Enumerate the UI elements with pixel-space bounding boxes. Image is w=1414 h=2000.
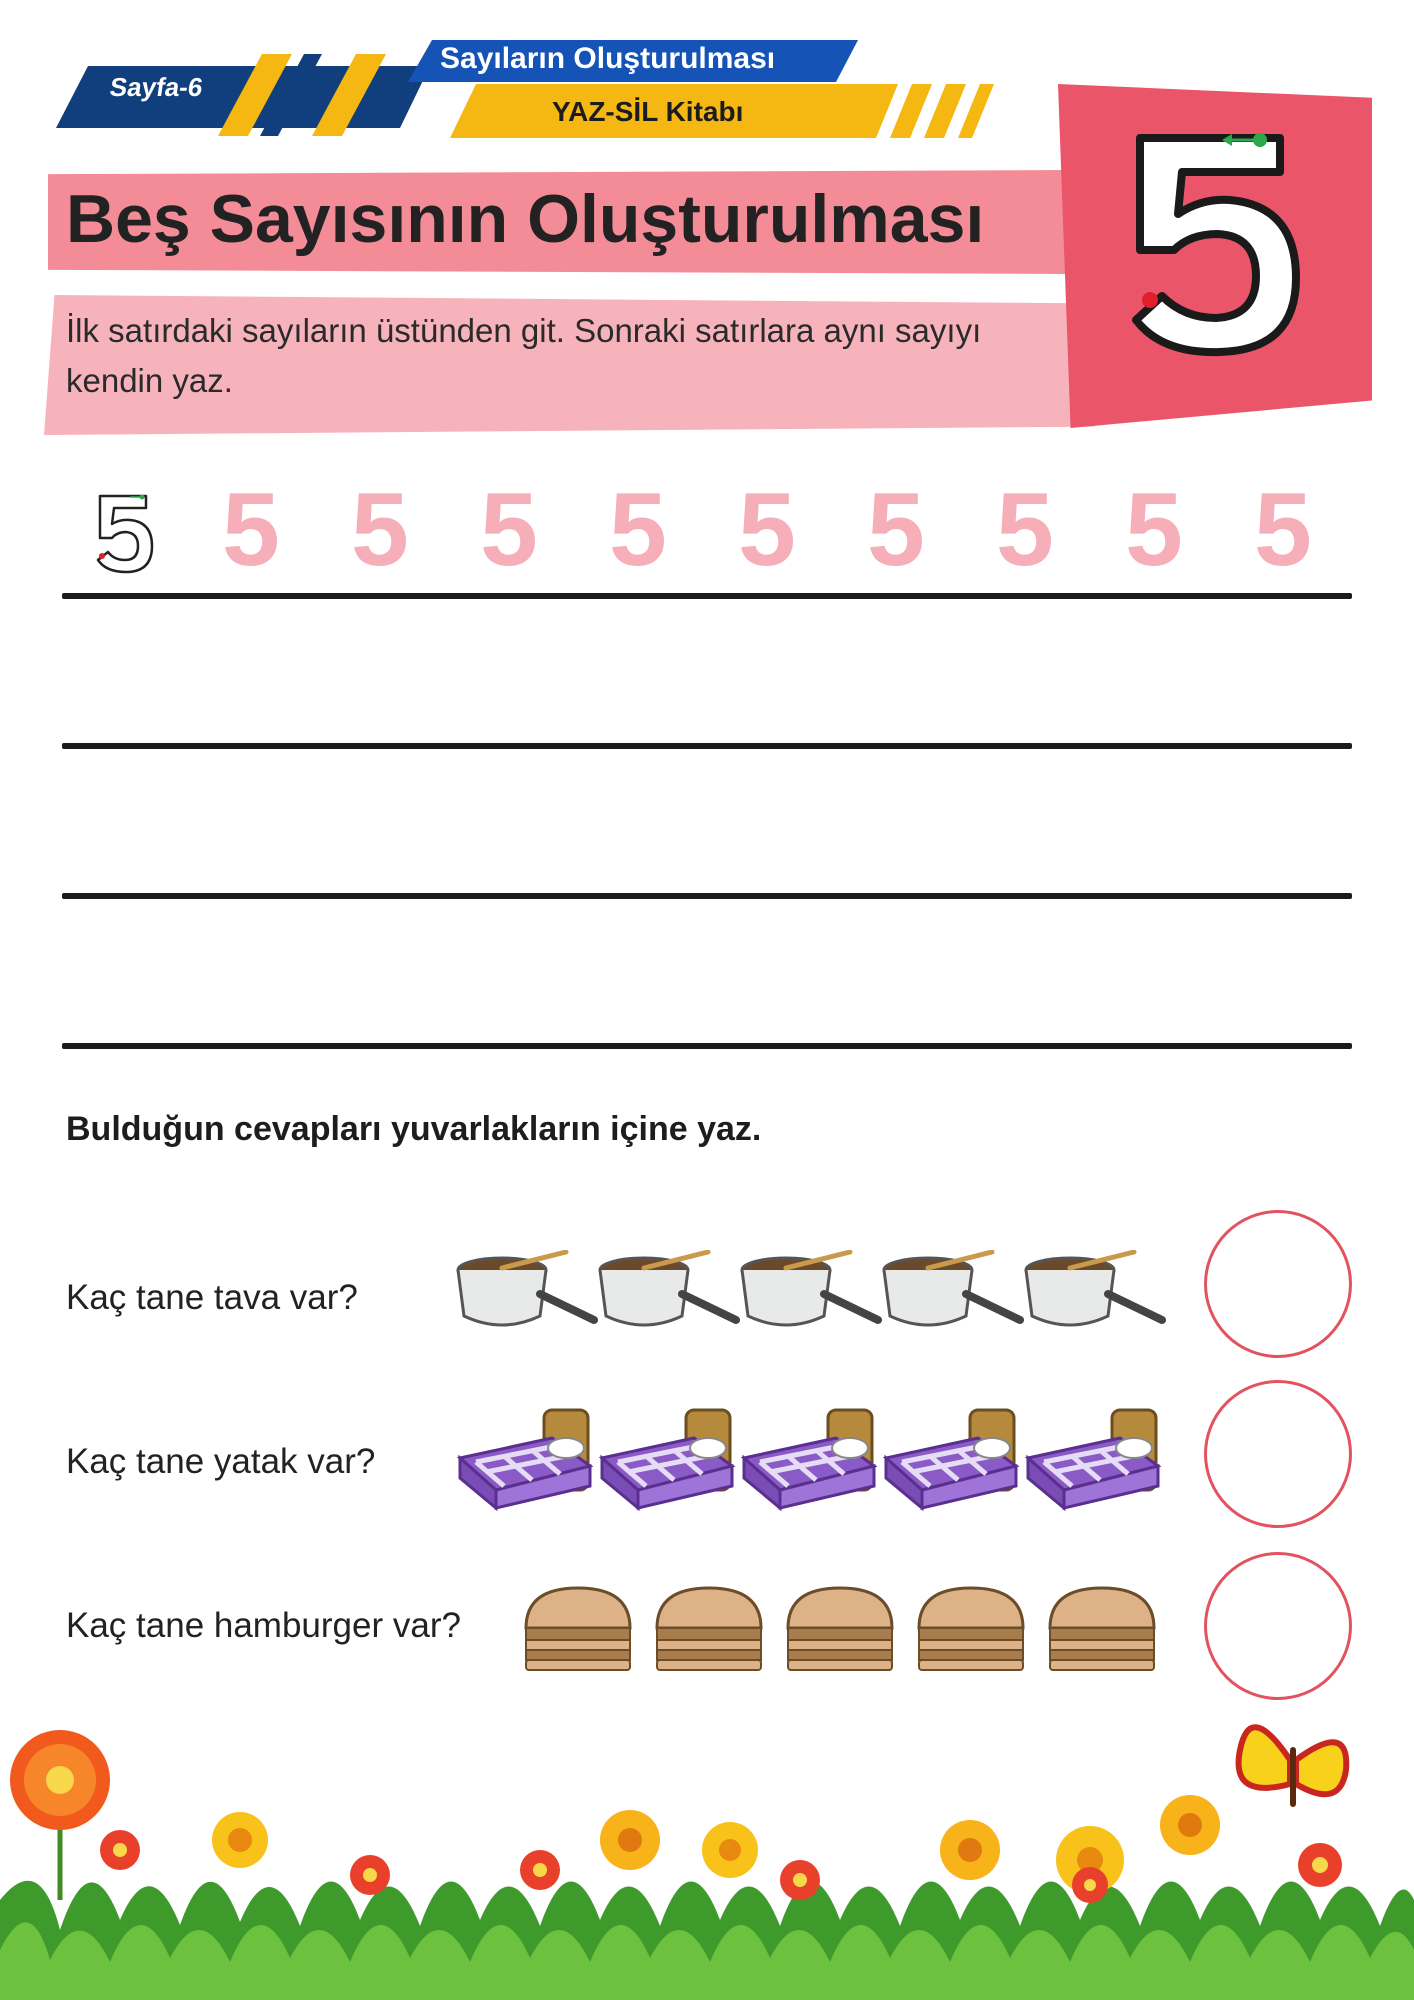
answer-circle-pans[interactable] [1204, 1210, 1352, 1358]
bed-icon [1024, 1404, 1166, 1514]
trace-digit-9[interactable]: 5 [1254, 472, 1312, 588]
tracing-row [62, 472, 1352, 592]
burger-icon [651, 1584, 782, 1674]
section-instruction: Bulduğun cevapları yuvarlakların içine yaz. [66, 1110, 762, 1148]
pan-icon [882, 1250, 1024, 1340]
question-pans: Kaç tane tava var? [66, 1278, 358, 1317]
grass-leaves [0, 1881, 1414, 2000]
trace-digit-2[interactable]: 5 [351, 472, 409, 588]
topic-label: Sayıların Oluşturulması [440, 42, 776, 75]
answer-circle-beds[interactable] [1204, 1380, 1352, 1528]
burger-icon [1044, 1584, 1175, 1674]
flower-icon [1298, 1843, 1342, 1887]
flower-icon [350, 1855, 390, 1895]
bed-group [456, 1404, 1166, 1514]
trace-digit-4[interactable]: 5 [609, 472, 667, 588]
writing-line-1[interactable] [62, 593, 1352, 599]
pan-group [456, 1250, 1166, 1340]
bed-icon [456, 1404, 598, 1514]
flower-icon [1072, 1867, 1108, 1903]
flower-icon [940, 1820, 1000, 1880]
butterfly-icon [1239, 1727, 1347, 1804]
trace-digit-6[interactable]: 5 [867, 472, 925, 588]
trace-digit-3[interactable]: 5 [480, 472, 538, 588]
book-label: YAZ-SİL Kitabı [552, 96, 744, 127]
trace-digit-7[interactable]: 5 [996, 472, 1054, 588]
writing-line-4[interactable] [62, 1043, 1352, 1049]
flower-garden-decoration [0, 1700, 1414, 2000]
flower-icon [10, 1730, 110, 1900]
burger-icon [913, 1584, 1044, 1674]
pan-icon [598, 1250, 740, 1340]
flower-icon [100, 1830, 140, 1870]
page-title: Beş Sayısının Oluşturulması [66, 181, 985, 257]
flower-icon [780, 1860, 820, 1900]
flower-icon [600, 1810, 660, 1870]
trace-digit-1[interactable]: 5 [222, 472, 280, 588]
flower-icon [1160, 1795, 1220, 1855]
instruction-text: İlk satırdaki sayıların üstünden git. Sonraki satırlara aynı sayıyı kendin yaz. [66, 312, 982, 399]
page-number-label: Sayfa-6 [107, 72, 205, 102]
flower-icon [702, 1822, 758, 1878]
bed-icon [740, 1404, 882, 1514]
pan-icon [740, 1250, 882, 1340]
burger-icon [782, 1584, 913, 1674]
writing-line-3[interactable] [62, 893, 1352, 899]
pan-icon [1024, 1250, 1166, 1340]
big-number-five-icon [1110, 110, 1330, 370]
question-burgers: Kaç tane hamburger var? [66, 1606, 461, 1645]
burger-group [520, 1584, 1175, 1674]
bed-icon [882, 1404, 1024, 1514]
answer-circle-burgers[interactable] [1204, 1552, 1352, 1700]
writing-line-2[interactable] [62, 743, 1352, 749]
pan-icon [456, 1250, 598, 1340]
bed-icon [598, 1404, 740, 1514]
question-beds: Kaç tane yatak var? [66, 1442, 376, 1481]
burger-icon [520, 1584, 651, 1674]
flower-icon [212, 1812, 268, 1868]
trace-digit-5[interactable]: 5 [738, 472, 796, 588]
flower-icon [520, 1850, 560, 1890]
sample-five-icon [90, 488, 160, 580]
trace-digit-8[interactable]: 5 [1125, 472, 1183, 588]
